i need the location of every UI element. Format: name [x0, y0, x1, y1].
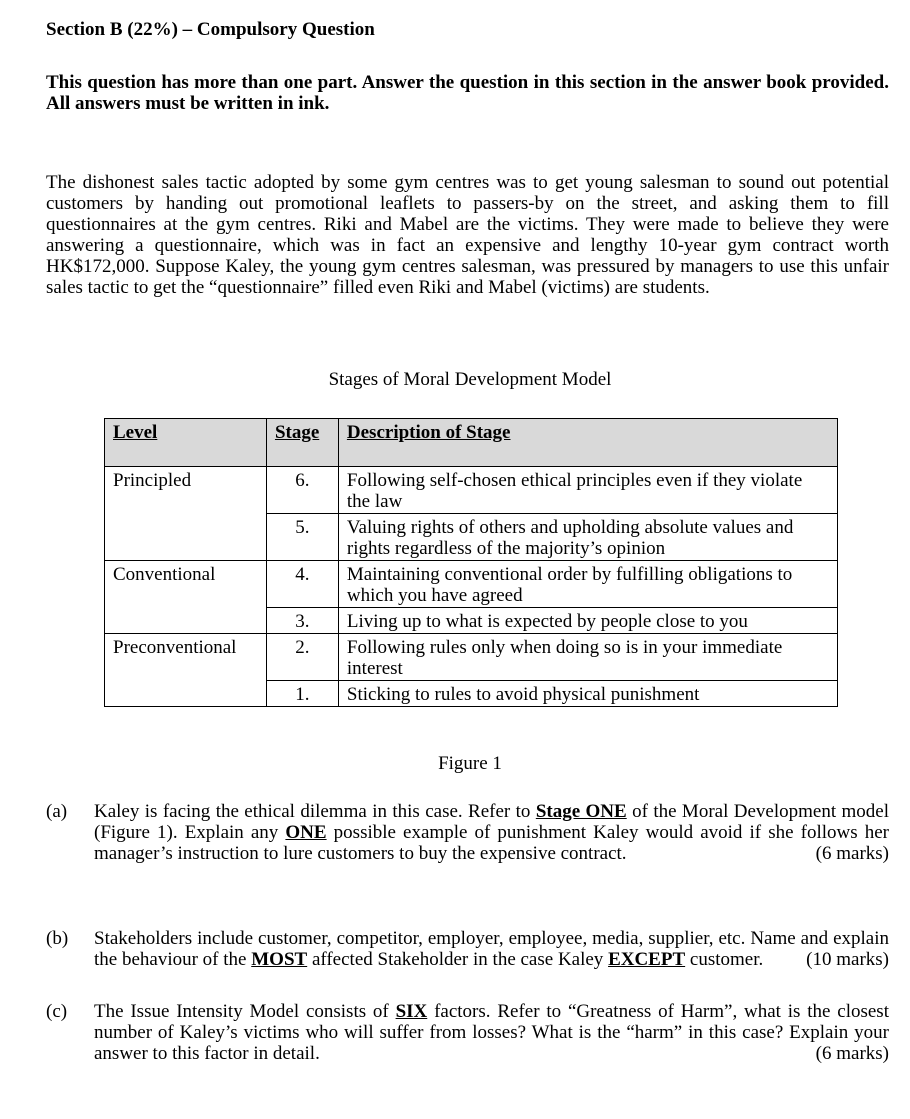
description-cell: Living up to what is expected by people close to you: [338, 608, 837, 634]
question-label: (c): [46, 1001, 68, 1022]
description-cell: Maintaining conventional order by fulfilling obligations to which you have agreed: [338, 561, 837, 608]
stage-cell: 5.: [266, 514, 338, 561]
instruction-text: This question has more than one part. Answer the question in this section in the answer book provided. All answers must be written in ink.: [46, 72, 889, 114]
question-b: [46, 928, 889, 970]
emphasis: ONE: [285, 822, 327, 843]
question-body: Stakeholders include customer, competitor, employer, employee, media, supplier, etc. Name and explain the behaviour of the MOST affected Stakeholder in the case Kaley EXCEPT customer. (10 marks): [94, 928, 889, 970]
question-c: [46, 1001, 889, 1064]
marks: (6 marks): [815, 1043, 889, 1064]
description-cell: Following self-chosen ethical principles even if they violate the law: [338, 467, 837, 514]
table-header-row: [105, 419, 838, 467]
section-heading: Section B (22%) – Compulsory Question: [46, 19, 375, 40]
table-row: [105, 634, 838, 681]
header-stage: Stage: [266, 419, 338, 467]
question-label: (a): [46, 801, 68, 822]
table-row: [105, 681, 838, 707]
level-cell: Preconventional: [105, 634, 267, 681]
marks: (6 marks): [815, 843, 889, 864]
level-cell: Conventional: [105, 561, 267, 608]
moral-development-table: [104, 418, 838, 707]
stage-cell: 3.: [266, 608, 338, 634]
emphasis: Stage ONE: [535, 801, 627, 822]
table-row: [105, 608, 838, 634]
question-a: [46, 801, 889, 864]
question-label: (b): [46, 928, 69, 949]
table-row: [105, 561, 838, 608]
header-level: Level: [105, 419, 267, 467]
level-cell: [105, 681, 267, 707]
emphasis: MOST: [251, 949, 308, 970]
level-cell: [105, 608, 267, 634]
level-cell: Principled: [105, 467, 267, 514]
question-body: Kaley is facing the ethical dilemma in this case. Refer to Stage ONE of the Moral Development model (Figure 1). Explain any ONE possible example of punishment Kaley would avoid if she follows her manager’s instruction to lure customers to buy the expensive contract. (6 marks): [94, 801, 890, 864]
scenario-paragraph: The dishonest sales tactic adopted by some gym centres was to get young salesman to sound out potential customers by handing out promotional leaflets to passers-by on the street, and asking them to fill questionnaires at the gym centres. Riki and Mabel are the victims. They were made to believe they were answering a questionnaire, which was in fact an expensive and lengthy 10-year gym contract worth HK$172,000. Suppose Kaley, the young gym centres salesman, was pressured by managers to use this unfair sales tactic to get the “questionnaire” filled even Riki and Mabel (victims) are students.: [46, 172, 889, 298]
level-cell: [105, 514, 267, 561]
header-description: Description of Stage: [338, 419, 837, 467]
table-row: [105, 467, 838, 514]
emphasis: SIX: [395, 1001, 428, 1022]
stage-cell: 4.: [266, 561, 338, 608]
question-body: The Issue Intensity Model consists of SIX factors. Refer to “Greatness of Harm”, what is the closest number of Kaley’s victims who will suffer from losses? What is the “harm” in this case? Explain your answer to this factor in detail. (6 marks): [94, 1001, 889, 1064]
marks: (10 marks): [806, 949, 889, 970]
emphasis: EXCEPT: [608, 949, 686, 970]
description-cell: Sticking to rules to avoid physical punishment: [338, 681, 837, 707]
figure-caption: Figure 1: [438, 753, 502, 774]
stage-cell: 1.: [266, 681, 338, 707]
stage-cell: 2.: [266, 634, 338, 681]
table-row: [105, 514, 838, 561]
description-cell: Valuing rights of others and upholding absolute values and rights regardless of the majority’s opinion: [338, 514, 837, 561]
table-title: Stages of Moral Development Model: [328, 369, 612, 390]
stage-cell: 6.: [266, 467, 338, 514]
description-cell: Following rules only when doing so is in your immediate interest: [338, 634, 837, 681]
